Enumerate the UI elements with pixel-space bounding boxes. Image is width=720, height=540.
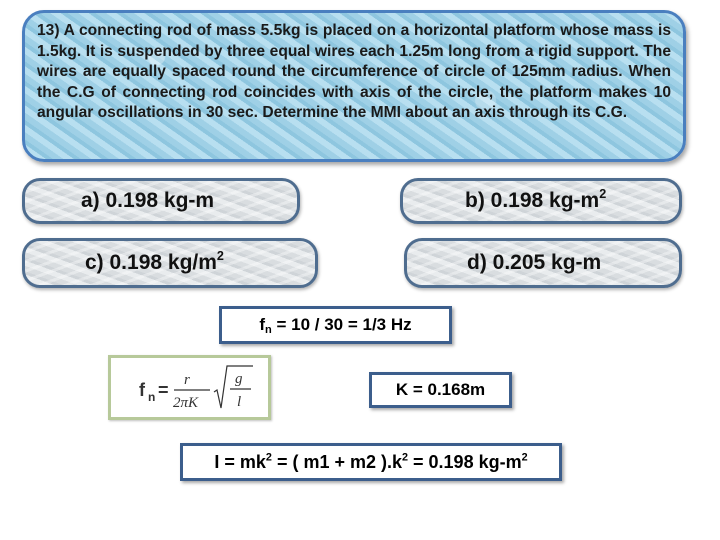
- radius-of-gyration-text: K = 0.168m: [395, 380, 486, 399]
- option-d-text: d) 0.205 kg-m: [467, 251, 602, 274]
- frequency-formula-box: [108, 355, 271, 420]
- mi-sup-2: 2: [402, 450, 409, 463]
- moment-of-inertia-text: [214, 452, 527, 473]
- option-c-label: [85, 251, 224, 275]
- option-c-button[interactable]: [22, 238, 318, 288]
- option-b-label: [465, 189, 606, 213]
- option-d-label: [467, 251, 601, 275]
- fn-symbol: f: [259, 315, 266, 334]
- mi-part-3: = 0.198 kg-m: [408, 451, 522, 472]
- mi-part-1: I = mk: [214, 451, 266, 472]
- question-text: 13) A connecting rod of mass 5.5kg is placed on a horizontal platform whose mass is 1.5kg. It is suspended by three equal wires each 1.25m long from a rigid support. The wires are equally spaced round the circumference of circle of 125mm radius. When the C.G of connecting rod coincides with axis of the circle, the platform makes 10 angular oscillations in 30 sec. Determine the MMI about an axis through its C.G.: [37, 22, 671, 121]
- formula-equals: =: [158, 380, 169, 400]
- formula-lhs: f: [139, 380, 145, 400]
- radius-of-gyration-box: [369, 372, 512, 408]
- moment-of-inertia-box: [180, 443, 562, 481]
- formula-sqrt-sign: [214, 366, 253, 408]
- formula-denominator: 2πK: [173, 395, 199, 411]
- mi-sup-1: 2: [265, 450, 272, 463]
- option-c-sup: 2: [216, 249, 224, 264]
- formula-numerator: r: [184, 372, 190, 388]
- option-c-text: c) 0.198 kg/m: [85, 251, 217, 274]
- option-d-button[interactable]: [404, 238, 682, 288]
- option-b-sup: 2: [599, 187, 607, 202]
- option-a-text: a) 0.198 kg-m: [81, 189, 215, 212]
- fn-rest: = 10 / 30 = 1/3 Hz: [271, 315, 412, 334]
- option-a-label: [81, 189, 214, 213]
- formula-lhs-sub: n: [148, 390, 156, 404]
- mi-part-2: = ( m1 + m2 ).k: [271, 451, 402, 472]
- frequency-calc-box: [219, 306, 452, 344]
- formula-l: l: [237, 394, 242, 410]
- option-a-button[interactable]: [22, 178, 300, 224]
- fn-sub: n: [265, 323, 272, 336]
- formula-g: g: [235, 371, 243, 387]
- mi-sup-3: 2: [521, 450, 528, 463]
- frequency-calc-text: [259, 315, 411, 335]
- option-b-text: b) 0.198 kg-m: [465, 189, 600, 212]
- option-b-button[interactable]: [400, 178, 682, 224]
- frequency-formula: [111, 358, 268, 417]
- question-box: [22, 10, 686, 162]
